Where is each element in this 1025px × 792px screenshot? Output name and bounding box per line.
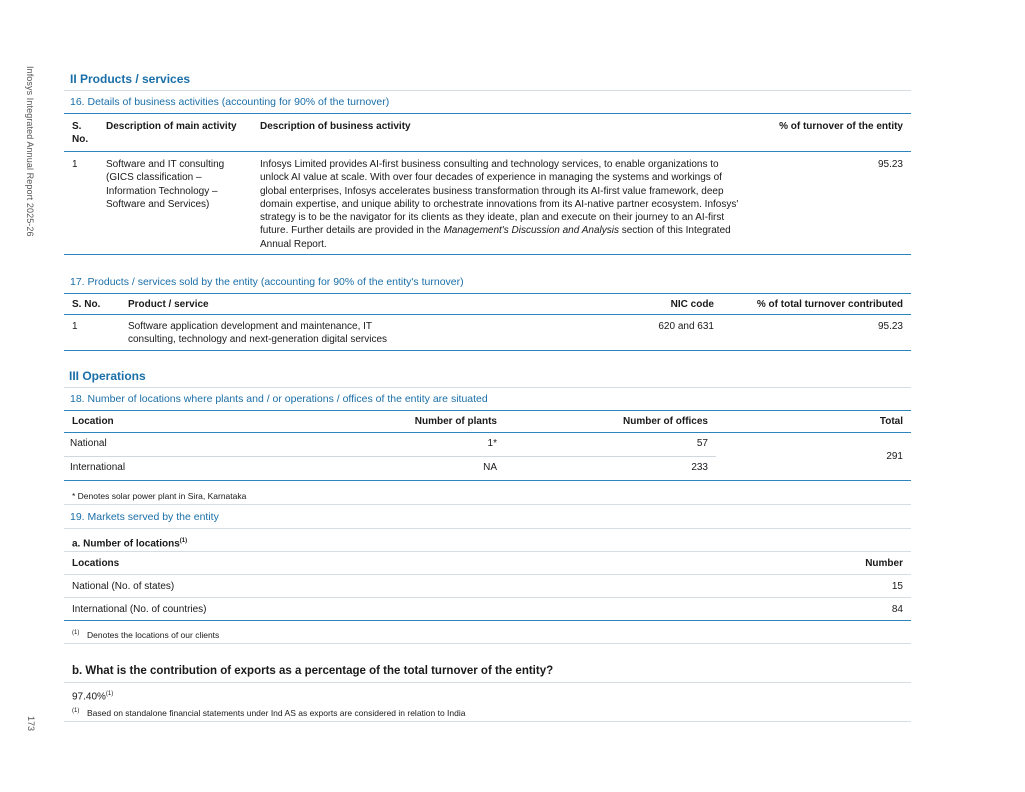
- section-products-services-title: II Products / services: [64, 70, 911, 91]
- footnote-text: Denotes the locations of our clients: [87, 629, 220, 640]
- cell-total: 291: [716, 432, 911, 480]
- footnote-marker: (1): [72, 629, 80, 636]
- cell-plants: 1*: [280, 432, 505, 456]
- section-operations-title: III Operations: [64, 367, 911, 388]
- col-sno: S. No.: [64, 294, 120, 315]
- cell-value: 84: [891, 603, 903, 615]
- cell-plants: NA: [280, 456, 505, 480]
- col-main-activity: Description of main activity: [98, 114, 252, 152]
- cell-main-activity: Software and IT consulting (GICS classification – Information Technology – Software and Services): [98, 152, 252, 255]
- products-services-table: [64, 294, 911, 351]
- cell-nic-code: 620 and 631: [486, 315, 722, 351]
- q19-heading: 19. Markets served by the entity: [64, 505, 911, 529]
- table-row: [64, 598, 911, 621]
- markets-header-row: [64, 552, 911, 575]
- col-offices: Number of offices: [505, 411, 716, 433]
- page-content: [64, 70, 911, 722]
- exports-footnote: [64, 702, 911, 722]
- subtitle-text: a. Number of locations: [72, 538, 180, 549]
- col-business-activity: Description of business activity: [252, 114, 758, 152]
- col-plants: Number of plants: [280, 411, 505, 433]
- cell-label: National (No. of states): [72, 580, 175, 592]
- side-report-title: Infosys Integrated Annual Report 2025-26: [25, 66, 35, 237]
- col-sno: S. No.: [64, 114, 98, 152]
- cell-location: National: [64, 432, 280, 456]
- solar-plant-footnote: * Denotes solar power plant in Sira, Karnataka: [64, 481, 911, 505]
- locations-table: [64, 411, 911, 481]
- cell-location: International: [64, 456, 280, 480]
- table-row: [64, 432, 911, 456]
- q17-heading: 17. Products / services sold by the entity (accounting for 90% of the entity's turnover): [64, 271, 911, 294]
- footnote-ref: (1): [105, 690, 114, 697]
- col-turnover: % of turnover of the entity: [758, 114, 911, 152]
- table-row: [64, 575, 911, 598]
- business-activities-table: [64, 114, 911, 255]
- exports-answer: [64, 683, 911, 702]
- cell-offices: 57: [505, 432, 716, 456]
- col-product: Product / service: [120, 294, 486, 315]
- cell-offices: 233: [505, 456, 716, 480]
- cell-sno: 1: [64, 152, 98, 255]
- footnote-text: Based on standalone financial statements under Ind AS as exports are considered in relation to India: [87, 707, 466, 718]
- col-total: Total: [716, 411, 911, 433]
- table-row: [64, 152, 911, 255]
- page-number: 173: [26, 716, 36, 732]
- col-location: Location: [64, 411, 280, 433]
- number-of-locations-title: [64, 529, 911, 552]
- cell-sno: 1: [64, 315, 120, 351]
- exports-question: b. What is the contribution of exports as a percentage of the total turnover of the entity?: [64, 644, 911, 683]
- footnote-marker: (1): [72, 707, 80, 714]
- table-header-row: [64, 114, 911, 152]
- col-turnover: % of total turnover contributed: [722, 294, 911, 315]
- footnote-ref: (1): [179, 537, 188, 544]
- cell-turnover: 95.23: [722, 315, 911, 351]
- cell-value: 15: [891, 580, 903, 592]
- col-nic-code: NIC code: [486, 294, 722, 315]
- table-header-row: [64, 294, 911, 315]
- col-number: Number: [865, 557, 903, 569]
- q18-heading: 18. Number of locations where plants and / or operations / offices of the entity are situated: [64, 388, 911, 411]
- q16-heading: 16. Details of business activities (accounting for 90% of the turnover): [64, 91, 911, 114]
- answer-value: 97.40%: [72, 691, 106, 702]
- cell-product: Software application development and maintenance, IT consulting, technology and next-generation digital services: [120, 315, 486, 351]
- table-header-row: [64, 411, 911, 433]
- clients-footnote: [64, 621, 911, 644]
- table-row: [64, 315, 911, 351]
- business-activity-text-end: section of this Integrated Annual Report.: [260, 225, 731, 250]
- business-activity-text: Infosys Limited provides AI-first business consulting and technology services, to enable organizations to unlock AI value at scale. With over four decades of experience in managing the systems and workings of global enterprises, Infosys accelerates business transformation through its AI-first value framework, deep domain expertise, and unique ability to orchestrate innovations from its AI-native partner ecosystem. Infosys' strategy is to be the navigator for its clients as they ideate, plan and execute on their journey to an AI-first future. Further details are provided in the: [260, 159, 739, 237]
- cell-label: International (No. of countries): [72, 603, 207, 615]
- cell-turnover: 95.23: [758, 152, 911, 255]
- subtitle: [72, 529, 187, 551]
- mdna-reference: Management's Discussion and Analysis: [443, 225, 619, 237]
- col-locations: Locations: [72, 557, 120, 569]
- cell-business-activity: [252, 152, 758, 255]
